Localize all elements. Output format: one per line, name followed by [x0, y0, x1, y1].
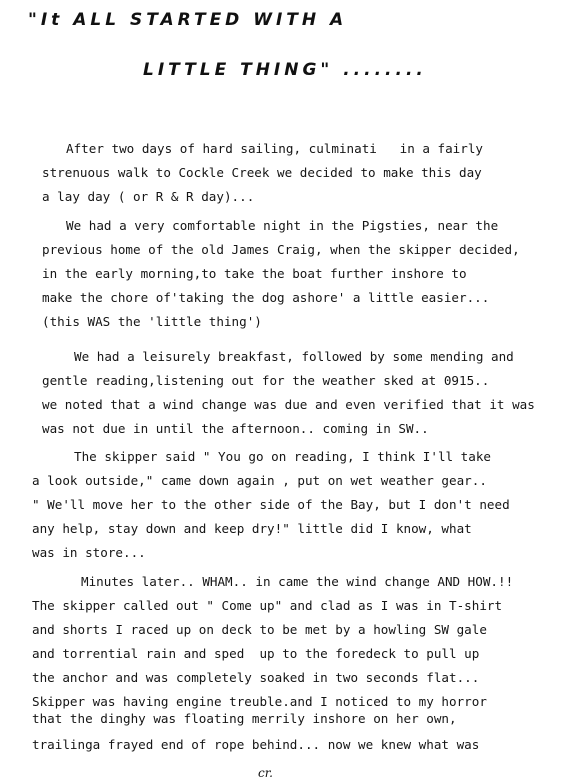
text-line: was in store...	[32, 545, 146, 560]
text-line: gentle reading,listening out for the weather sked at 0915..	[42, 373, 490, 388]
text-line: The skipper said " You go on reading, I think I'll take	[74, 449, 492, 464]
title-line-1: "It ALL STARTED WITH A	[28, 10, 348, 30]
text-line: was not due in until the afternoon.. coming in SW..	[42, 421, 429, 436]
page-footer-mark: cr.	[258, 766, 273, 780]
text-line: We had a leisurely breakfast, followed by some mending and	[74, 349, 514, 364]
text-line: trailinga frayed end of rope behind... now we knew what was	[32, 737, 480, 752]
text-line: Minutes later.. WHAM.. in came the wind change AND HOW.!!	[81, 574, 514, 589]
text-line: (this WAS the 'little thing')	[42, 314, 262, 329]
text-line: and torrential rain and sped up to the foredeck to pull up	[32, 646, 480, 661]
text-line: we noted that a wind change was due and even verified that it was	[42, 397, 535, 412]
text-line: in the early morning,to take the boat further inshore to	[42, 266, 467, 281]
text-line: make the chore of'taking the dog ashore' a little easier...	[42, 290, 490, 305]
text-line: After two days of hard sailing, culminati in a fairly	[66, 141, 484, 156]
text-line: " We'll move her to the other side of the Bay, but I don't need	[32, 497, 510, 512]
text-line: Skipper was having engine treuble.and I noticed to my horror	[32, 694, 487, 709]
text-line: that the dinghy was floating merrily inshore on her own,	[32, 711, 457, 726]
text-line: a lay day ( or R & R day)...	[42, 189, 255, 204]
text-line: and shorts I raced up on deck to be met by a howling SW gale	[32, 622, 487, 637]
text-line: any help, stay down and keep dry!" little did I know, what	[32, 521, 472, 536]
title-line-2: LITTLE THING" ........	[143, 60, 427, 80]
text-line: We had a very comfortable night in the Pigsties, near the	[66, 218, 499, 233]
text-line: previous home of the old James Craig, when the skipper decided,	[42, 242, 520, 257]
text-line: a look outside," came down again , put on wet weather gear..	[32, 473, 487, 488]
text-line: strenuous walk to Cockle Creek we decided to make this day	[42, 165, 482, 180]
text-line: the anchor and was completely soaked in two seconds flat...	[32, 670, 480, 685]
text-line: The skipper called out " Come up" and clad as I was in T-shirt	[32, 598, 503, 613]
